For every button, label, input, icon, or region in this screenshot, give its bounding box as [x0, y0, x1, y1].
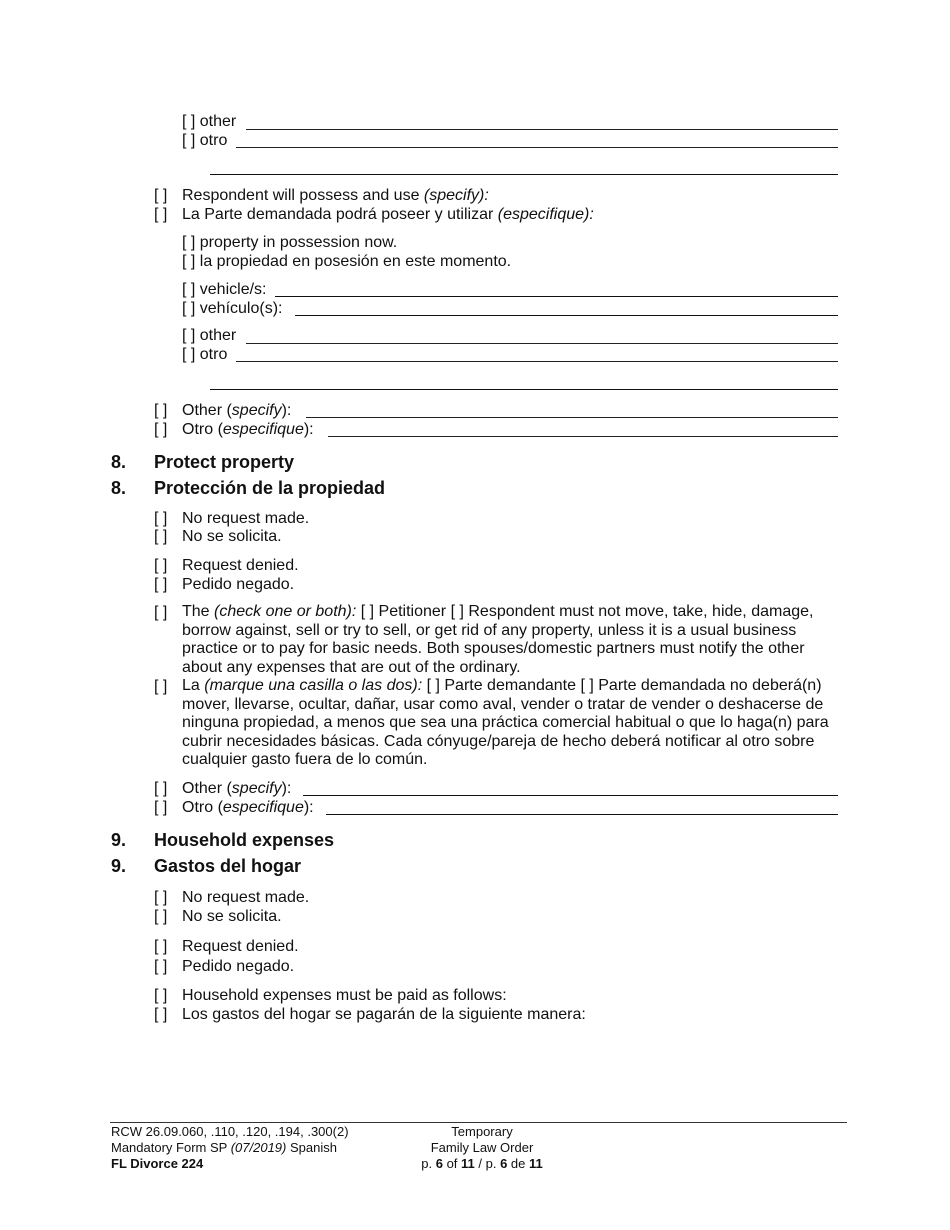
- vehicle-checkbox-en[interactable]: [ ] vehicle/s:: [182, 281, 267, 298]
- footer-form-id: FL Divorce 224: [111, 1156, 204, 1171]
- s9-paid-label-es: Los gastos del hogar se pagarán de la siguiente manera:: [182, 1006, 586, 1023]
- s8-no-request-label-en: No request made.: [182, 510, 310, 527]
- property-possession-checkbox-en[interactable]: [ ] property in possession now.: [182, 234, 398, 251]
- other-checkbox-es[interactable]: [ ] otro: [182, 132, 228, 149]
- possess-other-fill-line-en[interactable]: [246, 343, 838, 344]
- other-specify-fill-line-en[interactable]: [306, 417, 838, 418]
- s8-order-paragraph-es: La (marque una casilla o las dos): [ ] Parte demandante [ ] Parte demandada no deberá(n) mover, llevarse, ocultar, dañar, usar como aval, vender o tratar de vender o deshacerse de ninguna propiedad, a menos que sea una práctica comercial habitual o que lo haga(n) para cubrir necesidades básicas. Cada cónyuge/pareja de hecho deberá notificar al otro sobre cualquier gasto fuera de lo común.: [182, 677, 829, 768]
- s8-no-request-checkbox-en[interactable]: [ ]: [154, 510, 168, 527]
- section-9-title-es: Gastos del hogar: [154, 856, 302, 876]
- section-8-number-es: 8.: [111, 478, 127, 498]
- other-specify-checkbox-en[interactable]: [ ]: [154, 402, 168, 419]
- s8-other-label-es: Otro (especifique):: [182, 799, 314, 816]
- vehicle-checkbox-es[interactable]: [ ] vehículo(s):: [182, 300, 283, 317]
- possess-other-extra-fill-line[interactable]: [210, 389, 838, 390]
- s8-order-checkbox-es[interactable]: [ ]: [154, 678, 168, 695]
- s9-paid-checkbox-en[interactable]: [ ]: [154, 987, 168, 1004]
- section-8-title-es: Protección de la propiedad: [154, 478, 386, 498]
- section-9-number-es: 9.: [111, 856, 127, 876]
- possess-other-fill-line-es[interactable]: [236, 361, 838, 362]
- s8-no-request-checkbox-es[interactable]: [ ]: [154, 528, 168, 545]
- other-checkbox-en[interactable]: [ ] other: [182, 113, 237, 130]
- s8-order-checkbox-en[interactable]: [ ]: [154, 604, 168, 621]
- s9-denied-checkbox-es[interactable]: [ ]: [154, 958, 168, 975]
- respondent-possess-label-en: Respondent will possess and use (specify):: [182, 187, 489, 204]
- s8-other-label-en: Other (specify):: [182, 780, 292, 797]
- s9-paid-label-en: Household expenses must be paid as follows:: [182, 987, 507, 1004]
- s8-other-fill-line-en[interactable]: [303, 795, 838, 796]
- footer-rcw: RCW 26.09.060, .110, .120, .194, .300(2): [111, 1124, 349, 1139]
- possess-other-checkbox-es[interactable]: [ ] otro: [182, 346, 228, 363]
- s8-other-checkbox-es[interactable]: [ ]: [154, 799, 168, 816]
- possess-other-checkbox-en[interactable]: [ ] other: [182, 327, 237, 344]
- footer-mandatory-form: Mandatory Form SP (07/2019) Spanish: [111, 1140, 337, 1155]
- section-9-title-en: Household expenses: [154, 830, 335, 850]
- other-fill-line-en[interactable]: [246, 129, 838, 130]
- s8-no-request-label-es: No se solicita.: [182, 528, 282, 545]
- s8-other-checkbox-en[interactable]: [ ]: [154, 780, 168, 797]
- section-9-number-en: 9.: [111, 830, 127, 850]
- respondent-possess-checkbox-es[interactable]: [ ]: [154, 206, 168, 223]
- s9-no-request-label-en: No request made.: [182, 889, 310, 906]
- s8-denied-checkbox-es[interactable]: [ ]: [154, 576, 168, 593]
- s9-denied-label-es: Pedido negado.: [182, 958, 295, 975]
- s9-paid-checkbox-es[interactable]: [ ]: [154, 1006, 168, 1023]
- s8-denied-checkbox-en[interactable]: [ ]: [154, 557, 168, 574]
- section-8-title-en: Protect property: [154, 452, 295, 472]
- s9-no-request-checkbox-es[interactable]: [ ]: [154, 908, 168, 925]
- other-specify-label-es: Otro (especifique):: [182, 421, 314, 438]
- s9-denied-label-en: Request denied.: [182, 938, 299, 955]
- footer-page-number: p. 6 of 11 / p. 6 de 11: [421, 1156, 543, 1171]
- vehicle-fill-line-en[interactable]: [275, 296, 838, 297]
- footer-title-line-1: Temporary: [451, 1124, 513, 1139]
- s8-other-fill-line-es[interactable]: [326, 814, 838, 815]
- other-specify-checkbox-es[interactable]: [ ]: [154, 421, 168, 438]
- footer-title-line-2: Family Law Order: [430, 1140, 534, 1155]
- s9-no-request-label-es: No se solicita.: [182, 908, 282, 925]
- s8-order-paragraph-en: The (check one or both): [ ] Petitioner [ ] Respondent must not move, take, hide, damage, borrow against, sell or try to sell, or get rid of any property, unless it is a usual business practice or to pay for basic needs. Both spouses/domestic partners must notify the other about any expenses that are out of the ordinary.: [182, 603, 814, 676]
- vehicle-fill-line-es[interactable]: [295, 315, 838, 316]
- s9-denied-checkbox-en[interactable]: [ ]: [154, 938, 168, 955]
- respondent-possess-checkbox-en[interactable]: [ ]: [154, 187, 168, 204]
- other-fill-line-es[interactable]: [236, 147, 838, 148]
- s8-denied-label-es: Pedido negado.: [182, 576, 295, 593]
- property-possession-checkbox-es[interactable]: [ ] la propiedad en posesión en este momento.: [182, 253, 512, 270]
- s9-no-request-checkbox-en[interactable]: [ ]: [154, 889, 168, 906]
- footer-rule: [110, 1122, 847, 1123]
- other-specify-label-en: Other (specify):: [182, 402, 292, 419]
- respondent-possess-label-es: La Parte demandada podrá poseer y utilizar (especifique):: [182, 206, 594, 223]
- other-extra-fill-line[interactable]: [210, 174, 838, 175]
- other-specify-fill-line-es[interactable]: [328, 436, 838, 437]
- section-8-number-en: 8.: [111, 452, 127, 472]
- s8-denied-label-en: Request denied.: [182, 557, 299, 574]
